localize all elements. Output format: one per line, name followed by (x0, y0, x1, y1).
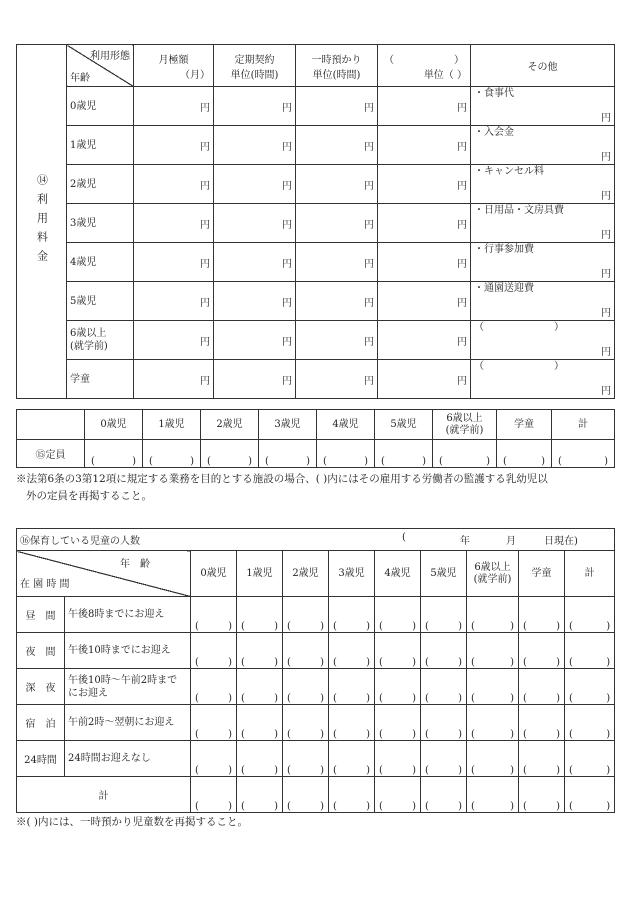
fee-cell[interactable]: 円 (134, 87, 214, 126)
other-item-yen: 円 (601, 269, 611, 280)
children-cell[interactable]: ( ) (565, 705, 615, 741)
fee-cell[interactable]: 円 (378, 321, 471, 360)
fee-row-label: 3歳児 (67, 204, 134, 243)
children-cell[interactable]: ( ) (191, 777, 237, 813)
fee-cell[interactable]: 円 (134, 360, 214, 399)
children-cell[interactable]: ( ) (283, 669, 329, 705)
children-cell[interactable]: ( ) (329, 741, 375, 777)
children-row-label: 昼 間 (17, 597, 65, 633)
children-cell[interactable]: ( ) (519, 777, 565, 813)
fee-corner-top: 利用形態 (90, 51, 130, 62)
children-cell[interactable]: ( ) (237, 669, 283, 705)
children-cell[interactable]: ( ) (421, 741, 467, 777)
children-cell[interactable]: ( ) (519, 633, 565, 669)
fee-cell[interactable]: 円 (214, 126, 296, 165)
children-cell[interactable]: ( ) (283, 597, 329, 633)
other-item-yen: 円 (601, 191, 611, 202)
children-header: 3歳児 (329, 551, 375, 597)
children-cell[interactable]: ( ) (283, 633, 329, 669)
other-item-label: ・食事代 (474, 88, 514, 99)
fee-cell[interactable]: 円 (214, 282, 296, 321)
fee-row-label: 4歳児 (67, 243, 134, 282)
other-item-yen: 円 (601, 386, 611, 397)
children-cell[interactable]: ( ) (191, 669, 237, 705)
fee-other-item[interactable] (471, 165, 615, 204)
fee-cell[interactable]: 円 (296, 282, 378, 321)
capacity-table (16, 409, 615, 468)
children-cell[interactable]: ( ) (467, 669, 519, 705)
other-item-label: （ ） (474, 361, 564, 372)
children-title-row: ⑯保育している児童の人数 ( 年 月 日現在) (17, 529, 615, 551)
children-cell[interactable]: ( ) (237, 777, 283, 813)
children-row-label: 24時間 (17, 741, 65, 777)
children-row-detail: 午後8時までにお迎え (65, 597, 191, 633)
children-cell[interactable]: ( ) (375, 777, 421, 813)
children-cell[interactable]: ( ) (329, 777, 375, 813)
children-cell[interactable]: ( ) (375, 633, 421, 669)
capacity-cell[interactable]: ( ) (317, 440, 375, 468)
fee-cell[interactable]: 円 (214, 165, 296, 204)
fee-corner-bottom: 年齢 (70, 73, 90, 84)
fee-section-label: ⑭利用料金 (17, 45, 67, 399)
other-item-label: （ ） (474, 322, 564, 333)
children-header: 4歳児 (375, 551, 421, 597)
fee-other-item[interactable] (471, 87, 615, 126)
fee-other-item[interactable] (471, 321, 615, 360)
children-cell[interactable]: ( ) (519, 597, 565, 633)
other-item-yen: 円 (601, 230, 611, 241)
capacity-header: 4歳児 (317, 410, 375, 440)
capacity-cell[interactable]: ( ) (143, 440, 201, 468)
capacity-cell[interactable]: ( ) (433, 440, 497, 468)
children-cell[interactable]: ( ) (421, 597, 467, 633)
fee-cell[interactable]: 円 (134, 243, 214, 282)
children-corner: 年 齢 在 園 時 間 (17, 551, 191, 597)
other-item-yen: 円 (601, 347, 611, 358)
capacity-cell[interactable]: ( ) (497, 440, 552, 468)
fee-cell[interactable]: 円 (296, 87, 378, 126)
children-cell[interactable]: ( ) (375, 669, 421, 705)
children-cell[interactable]: ( ) (237, 741, 283, 777)
children-cell[interactable]: ( ) (329, 705, 375, 741)
fee-row-label: 6歳以上 (就学前) (67, 321, 134, 360)
children-cell[interactable]: ( ) (191, 633, 237, 669)
children-row-detail: 午後10時までにお迎え (65, 633, 191, 669)
fee-cell[interactable]: 円 (378, 126, 471, 165)
children-cell[interactable]: ( ) (565, 741, 615, 777)
capacity-corner (17, 410, 85, 440)
children-cell[interactable]: ( ) (421, 633, 467, 669)
children-header: 学童 (519, 551, 565, 597)
children-table (16, 528, 615, 813)
fee-cell[interactable]: 円 (296, 165, 378, 204)
other-item-label: ・キャンセル料 (474, 166, 544, 177)
other-item-yen: 円 (601, 308, 611, 319)
fee-cell[interactable]: 円 (214, 243, 296, 282)
children-cell[interactable]: ( ) (519, 705, 565, 741)
fee-cell[interactable]: 円 (378, 243, 471, 282)
children-header: 0歳児 (191, 551, 237, 597)
capacity-header: 0歳児 (85, 410, 143, 440)
fee-row-label: 学童 (67, 360, 134, 399)
fee-other-item[interactable] (471, 282, 615, 321)
children-row-label: 宿 泊 (17, 705, 65, 741)
fee-cell[interactable]: 円 (214, 321, 296, 360)
children-cell[interactable]: ( ) (421, 777, 467, 813)
children-cell[interactable]: ( ) (467, 777, 519, 813)
capacity-header: 計 (552, 410, 615, 440)
other-item-yen: 円 (601, 152, 611, 163)
children-cell[interactable]: ( ) (565, 633, 615, 669)
fee-cell[interactable]: 円 (134, 282, 214, 321)
children-title: ⑯保育している児童の人数 (20, 536, 140, 547)
children-row-detail: 午後10時～午前2時までにお迎え (65, 669, 191, 705)
fee-cell[interactable]: 円 (378, 282, 471, 321)
header-temp: 一時預かり 単位(時間) (296, 45, 378, 87)
fee-cell[interactable]: 円 (378, 87, 471, 126)
fee-cell[interactable]: 円 (134, 204, 214, 243)
fee-cell[interactable]: 円 (378, 360, 471, 399)
fee-corner (67, 45, 134, 87)
children-cell[interactable]: ( ) (467, 741, 519, 777)
children-cell[interactable]: ( ) (467, 597, 519, 633)
other-item-label: ・通園送迎費 (474, 283, 534, 294)
children-cell[interactable]: ( ) (191, 705, 237, 741)
children-cell[interactable]: ( ) (565, 597, 615, 633)
children-header: 5歳児 (421, 551, 467, 597)
capacity-cell[interactable]: ( ) (201, 440, 259, 468)
children-cell[interactable]: ( ) (237, 597, 283, 633)
capacity-header: 5歳児 (375, 410, 433, 440)
capacity-cell[interactable]: ( ) (375, 440, 433, 468)
children-cell[interactable]: ( ) (375, 705, 421, 741)
children-cell[interactable]: ( ) (283, 705, 329, 741)
children-cell[interactable]: ( ) (283, 777, 329, 813)
header-other: その他 (471, 45, 615, 87)
fee-row-label: 0歳児 (67, 87, 134, 126)
fee-cell[interactable]: 円 (296, 360, 378, 399)
fee-other-item[interactable] (471, 360, 615, 399)
fee-cell[interactable]: 円 (296, 126, 378, 165)
header-custom: （ ） 単位（ ） (378, 45, 471, 87)
children-total-label: 計 (17, 777, 191, 813)
other-item-label: ・行事参加費 (474, 244, 534, 255)
other-item-label: ・入会金 (474, 127, 514, 138)
fee-cell[interactable]: 円 (134, 321, 214, 360)
children-cell[interactable]: ( ) (565, 669, 615, 705)
children-cell[interactable]: ( ) (237, 705, 283, 741)
children-note: ※( )内には、一時預かり児童数を再掲すること。 (16, 816, 249, 828)
capacity-header: 3歳児 (259, 410, 317, 440)
children-header: 2歳児 (283, 551, 329, 597)
other-item-yen: 円 (601, 113, 611, 124)
children-cell[interactable]: ( ) (519, 669, 565, 705)
children-cell[interactable]: ( ) (565, 777, 615, 813)
children-row-label: 夜 間 (17, 633, 65, 669)
fee-cell[interactable]: 円 (134, 165, 214, 204)
capacity-header: 学童 (497, 410, 552, 440)
fee-cell[interactable]: 円 (214, 204, 296, 243)
fee-other-item[interactable] (471, 204, 615, 243)
capacity-cell[interactable]: ( ) (259, 440, 317, 468)
fee-table (16, 44, 615, 399)
fee-other-item[interactable] (471, 126, 615, 165)
children-header: 1歳児 (237, 551, 283, 597)
fee-cell[interactable]: 円 (134, 126, 214, 165)
children-row-detail: 24時間お迎えなし (65, 741, 191, 777)
children-header: 計 (565, 551, 615, 597)
fee-cell[interactable]: 円 (214, 360, 296, 399)
children-cell[interactable]: ( ) (421, 705, 467, 741)
children-cell[interactable]: ( ) (375, 741, 421, 777)
capacity-cell[interactable]: ( ) (85, 440, 143, 468)
header-monthly: 月極額 （月） (134, 45, 214, 87)
children-row-label: 深 夜 (17, 669, 65, 705)
capacity-label: ⑮定員 (17, 440, 85, 468)
fee-cell[interactable]: 円 (296, 204, 378, 243)
fee-row-label: 5歳児 (67, 282, 134, 321)
capacity-cell[interactable]: ( ) (552, 440, 615, 468)
fee-cell[interactable]: 円 (296, 321, 378, 360)
children-cell[interactable]: ( ) (191, 597, 237, 633)
fee-row-label: 1歳児 (67, 126, 134, 165)
children-cell[interactable]: ( ) (467, 705, 519, 741)
children-cell[interactable]: ( ) (421, 669, 467, 705)
children-header: 6歳以上 (就学前) (467, 551, 519, 597)
fee-cell[interactable]: 円 (378, 204, 471, 243)
fee-cell[interactable]: 円 (296, 243, 378, 282)
children-cell[interactable]: ( ) (191, 741, 237, 777)
children-cell[interactable]: ( ) (519, 741, 565, 777)
children-cell[interactable]: ( ) (467, 633, 519, 669)
children-row-detail: 午前2時～翌朝にお迎え (65, 705, 191, 741)
children-cell[interactable]: ( ) (237, 633, 283, 669)
capacity-header: 6歳以上 (就学前) (433, 410, 497, 440)
children-cell[interactable]: ( ) (283, 741, 329, 777)
fee-cell[interactable]: 円 (214, 87, 296, 126)
children-cell[interactable]: ( ) (375, 597, 421, 633)
capacity-note: ※法第6条の3第12項に規定する業務を目的とする施設の場合、( )内にはその雇用する労働者の監護する乳幼児以 外の定員を再掲すること。 (16, 473, 548, 502)
header-contract: 定期契約 単位(時間) (214, 45, 296, 87)
children-cell[interactable]: ( ) (329, 597, 375, 633)
fee-cell[interactable]: 円 (378, 165, 471, 204)
children-cell[interactable]: ( ) (329, 669, 375, 705)
fee-other-item[interactable] (471, 243, 615, 282)
capacity-header: 1歳児 (143, 410, 201, 440)
capacity-header: 2歳児 (201, 410, 259, 440)
other-item-label: ・日用品・文房具費 (474, 205, 564, 216)
children-cell[interactable]: ( ) (329, 633, 375, 669)
fee-row-label: 2歳児 (67, 165, 134, 204)
